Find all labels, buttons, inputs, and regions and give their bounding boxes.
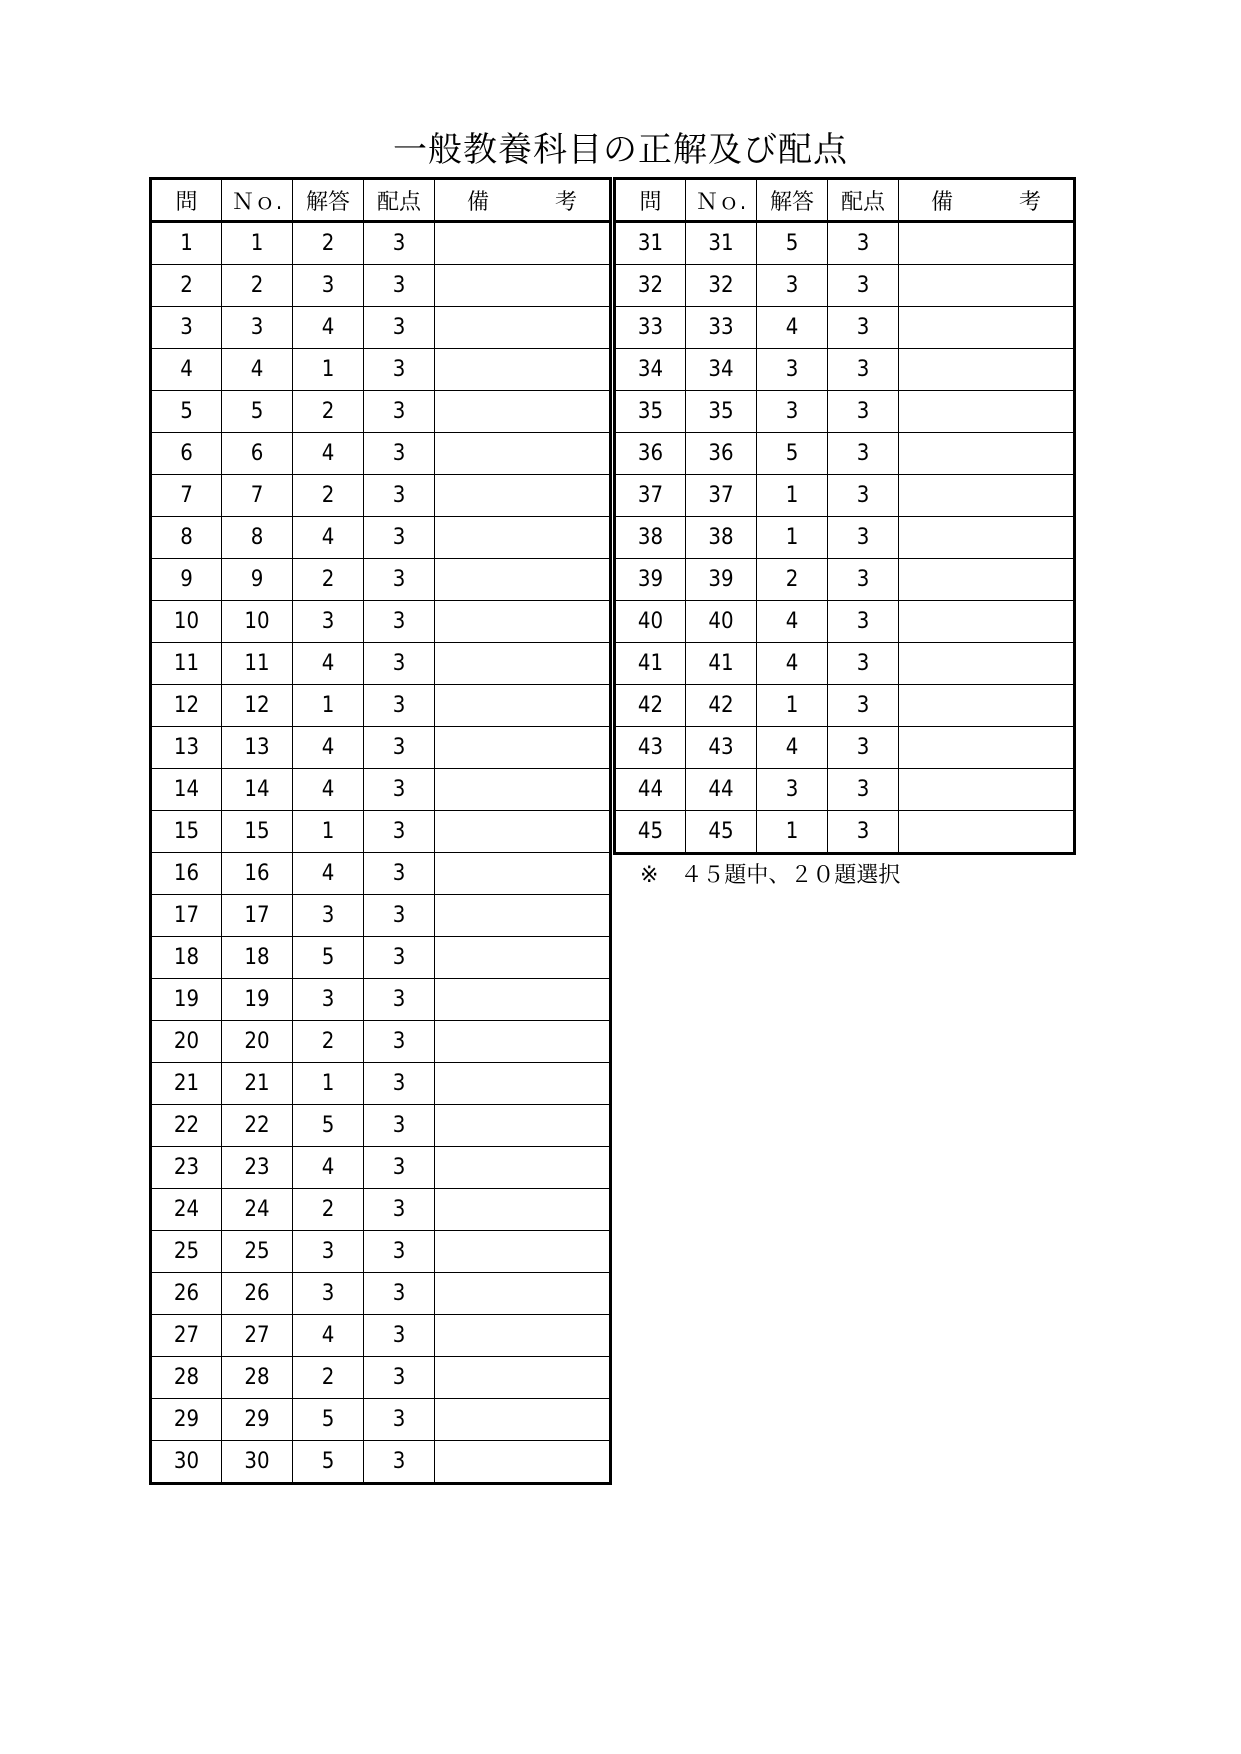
points-cell: 3 <box>364 685 435 727</box>
header-number: Ｎｏ. <box>222 179 293 222</box>
question-cell: 36 <box>615 433 686 475</box>
page-title: 一般教養科目の正解及び配点 <box>393 130 848 170</box>
table-row <box>151 811 611 853</box>
remarks-cell <box>899 307 1075 349</box>
points-cell: 3 <box>364 475 435 517</box>
question-cell: 27 <box>151 1315 222 1357</box>
number-cell: 3 <box>222 307 293 349</box>
question-cell: 30 <box>151 1441 222 1484</box>
remarks-cell <box>435 811 611 853</box>
table-row <box>615 643 1075 685</box>
table-row <box>615 559 1075 601</box>
question-cell: 33 <box>615 307 686 349</box>
question-cell: 10 <box>151 601 222 643</box>
answer-cell: 3 <box>293 979 364 1021</box>
remarks-cell <box>435 937 611 979</box>
answer-cell: 2 <box>293 1189 364 1231</box>
number-cell: 43 <box>686 727 757 769</box>
answer-cell: 4 <box>293 1147 364 1189</box>
remarks-cell <box>435 475 611 517</box>
remarks-cell <box>435 1231 611 1273</box>
answer-table-left <box>149 177 612 1485</box>
question-cell: 23 <box>151 1147 222 1189</box>
points-cell: 3 <box>828 222 899 265</box>
number-cell: 20 <box>222 1021 293 1063</box>
question-cell: 31 <box>615 222 686 265</box>
question-cell: 2 <box>151 265 222 307</box>
remarks-cell <box>435 433 611 475</box>
points-cell: 3 <box>364 1063 435 1105</box>
table-row <box>151 307 611 349</box>
remarks-cell <box>435 1357 611 1399</box>
answer-cell: 5 <box>293 1441 364 1484</box>
remarks-cell <box>435 265 611 307</box>
table-row <box>615 601 1075 643</box>
remarks-cell <box>435 391 611 433</box>
question-cell: 26 <box>151 1273 222 1315</box>
answer-cell: 5 <box>757 433 828 475</box>
number-cell: 16 <box>222 853 293 895</box>
question-cell: 41 <box>615 643 686 685</box>
remarks-cell <box>899 685 1075 727</box>
points-cell: 3 <box>364 811 435 853</box>
remarks-cell <box>435 727 611 769</box>
number-cell: 14 <box>222 769 293 811</box>
number-cell: 45 <box>686 811 757 854</box>
points-cell: 3 <box>828 559 899 601</box>
table-row <box>151 1147 611 1189</box>
number-cell: 31 <box>686 222 757 265</box>
table-row <box>151 475 611 517</box>
answer-cell: 4 <box>293 517 364 559</box>
remarks-cell <box>899 769 1075 811</box>
number-cell: 24 <box>222 1189 293 1231</box>
header-remarks: 備 考 <box>899 179 1075 222</box>
question-cell: 24 <box>151 1189 222 1231</box>
answer-cell: 5 <box>293 1105 364 1147</box>
table-row <box>151 937 611 979</box>
table-row <box>151 391 611 433</box>
answer-cell: 4 <box>757 307 828 349</box>
question-cell: 1 <box>151 222 222 265</box>
answer-cell: 2 <box>293 1021 364 1063</box>
question-cell: 15 <box>151 811 222 853</box>
points-cell: 3 <box>364 1189 435 1231</box>
answer-cell: 2 <box>293 391 364 433</box>
number-cell: 2 <box>222 265 293 307</box>
points-cell: 3 <box>364 433 435 475</box>
points-cell: 3 <box>364 1357 435 1399</box>
number-cell: 32 <box>686 265 757 307</box>
answer-cell: 1 <box>757 475 828 517</box>
table-row <box>151 1315 611 1357</box>
number-cell: 25 <box>222 1231 293 1273</box>
points-cell: 3 <box>364 979 435 1021</box>
answer-cell: 5 <box>293 1399 364 1441</box>
remarks-cell <box>435 1399 611 1441</box>
remarks-cell <box>899 433 1075 475</box>
remarks-cell <box>435 307 611 349</box>
number-cell: 40 <box>686 601 757 643</box>
remarks-cell <box>899 643 1075 685</box>
points-cell: 3 <box>364 349 435 391</box>
table-row <box>151 1273 611 1315</box>
remarks-cell <box>435 1063 611 1105</box>
points-cell: 3 <box>828 601 899 643</box>
header-number: Ｎｏ. <box>686 179 757 222</box>
question-cell: 19 <box>151 979 222 1021</box>
header-row <box>615 179 1075 222</box>
question-cell: 11 <box>151 643 222 685</box>
question-cell: 29 <box>151 1399 222 1441</box>
answer-cell: 3 <box>293 895 364 937</box>
number-cell: 22 <box>222 1105 293 1147</box>
answer-cell: 1 <box>293 685 364 727</box>
answer-cell: 3 <box>293 1231 364 1273</box>
answer-cell: 2 <box>293 475 364 517</box>
header-question: 問 <box>615 179 686 222</box>
remarks-cell <box>435 349 611 391</box>
number-cell: 11 <box>222 643 293 685</box>
points-cell: 3 <box>364 1399 435 1441</box>
points-cell: 3 <box>828 307 899 349</box>
points-cell: 3 <box>828 811 899 854</box>
question-cell: 35 <box>615 391 686 433</box>
table-row <box>151 1189 611 1231</box>
number-cell: 38 <box>686 517 757 559</box>
remarks-cell <box>435 1105 611 1147</box>
number-cell: 36 <box>686 433 757 475</box>
question-cell: 42 <box>615 685 686 727</box>
points-cell: 3 <box>828 643 899 685</box>
answer-cell: 4 <box>293 1315 364 1357</box>
header-points: 配点 <box>828 179 899 222</box>
number-cell: 18 <box>222 937 293 979</box>
header-points: 配点 <box>364 179 435 222</box>
table-row <box>615 811 1075 854</box>
answer-cell: 1 <box>757 685 828 727</box>
table-row <box>615 769 1075 811</box>
header-answer: 解答 <box>757 179 828 222</box>
answer-cell: 3 <box>757 391 828 433</box>
question-cell: 20 <box>151 1021 222 1063</box>
table-row <box>615 685 1075 727</box>
number-cell: 37 <box>686 475 757 517</box>
table-row <box>151 349 611 391</box>
points-cell: 3 <box>364 769 435 811</box>
question-cell: 38 <box>615 517 686 559</box>
question-cell: 7 <box>151 475 222 517</box>
remarks-cell <box>435 685 611 727</box>
remarks-cell <box>899 222 1075 265</box>
question-cell: 6 <box>151 433 222 475</box>
answer-cell: 1 <box>293 349 364 391</box>
question-cell: 16 <box>151 853 222 895</box>
number-cell: 15 <box>222 811 293 853</box>
remarks-cell <box>899 265 1075 307</box>
points-cell: 3 <box>364 601 435 643</box>
answer-cell: 3 <box>757 265 828 307</box>
table-row <box>615 265 1075 307</box>
points-cell: 3 <box>828 433 899 475</box>
remarks-cell <box>899 391 1075 433</box>
number-cell: 27 <box>222 1315 293 1357</box>
question-cell: 43 <box>615 727 686 769</box>
number-cell: 26 <box>222 1273 293 1315</box>
number-cell: 9 <box>222 559 293 601</box>
points-cell: 3 <box>828 727 899 769</box>
header-remarks: 備 考 <box>435 179 611 222</box>
answer-cell: 4 <box>293 853 364 895</box>
remarks-cell <box>435 979 611 1021</box>
remarks-cell <box>435 1147 611 1189</box>
answer-cell: 2 <box>293 559 364 601</box>
remarks-cell <box>899 559 1075 601</box>
number-cell: 19 <box>222 979 293 1021</box>
answer-cell: 4 <box>293 307 364 349</box>
table-row <box>151 979 611 1021</box>
answer-cell: 5 <box>293 937 364 979</box>
points-cell: 3 <box>364 937 435 979</box>
remarks-cell <box>899 349 1075 391</box>
question-cell: 13 <box>151 727 222 769</box>
question-cell: 37 <box>615 475 686 517</box>
question-cell: 45 <box>615 811 686 854</box>
answer-cell: 3 <box>757 349 828 391</box>
question-cell: 32 <box>615 265 686 307</box>
remarks-cell <box>899 475 1075 517</box>
remarks-cell <box>435 559 611 601</box>
question-cell: 4 <box>151 349 222 391</box>
table-row <box>151 1357 611 1399</box>
answer-cell: 1 <box>757 517 828 559</box>
question-cell: 28 <box>151 1357 222 1399</box>
number-cell: 33 <box>686 307 757 349</box>
number-cell: 17 <box>222 895 293 937</box>
remarks-cell <box>435 517 611 559</box>
remarks-cell <box>435 853 611 895</box>
points-cell: 3 <box>364 265 435 307</box>
answer-cell: 2 <box>293 222 364 265</box>
table-row <box>151 517 611 559</box>
question-cell: 8 <box>151 517 222 559</box>
answer-cell: 4 <box>757 643 828 685</box>
table-row <box>615 349 1075 391</box>
selection-note: ※ ４５題中、２０題選択 <box>640 863 901 888</box>
points-cell: 3 <box>364 1273 435 1315</box>
table-row <box>151 643 611 685</box>
remarks-cell <box>899 601 1075 643</box>
question-cell: 40 <box>615 601 686 643</box>
points-cell: 3 <box>828 769 899 811</box>
number-cell: 34 <box>686 349 757 391</box>
table-row <box>151 685 611 727</box>
remarks-cell <box>435 1273 611 1315</box>
number-cell: 13 <box>222 727 293 769</box>
points-cell: 3 <box>828 391 899 433</box>
points-cell: 3 <box>364 643 435 685</box>
remarks-cell <box>435 1021 611 1063</box>
question-cell: 17 <box>151 895 222 937</box>
points-cell: 3 <box>828 517 899 559</box>
remarks-cell <box>435 1189 611 1231</box>
answer-cell: 3 <box>293 1273 364 1315</box>
question-cell: 21 <box>151 1063 222 1105</box>
points-cell: 3 <box>364 222 435 265</box>
points-cell: 3 <box>364 1315 435 1357</box>
points-cell: 3 <box>364 1021 435 1063</box>
points-cell: 3 <box>364 559 435 601</box>
question-cell: 18 <box>151 937 222 979</box>
question-cell: 44 <box>615 769 686 811</box>
remarks-cell <box>435 769 611 811</box>
points-cell: 3 <box>364 517 435 559</box>
number-cell: 41 <box>686 643 757 685</box>
remarks-cell <box>899 517 1075 559</box>
table-row <box>615 433 1075 475</box>
number-cell: 42 <box>686 685 757 727</box>
question-cell: 39 <box>615 559 686 601</box>
answer-cell: 4 <box>293 727 364 769</box>
table-row <box>615 391 1075 433</box>
table-row <box>151 853 611 895</box>
answer-cell: 3 <box>293 265 364 307</box>
table-row <box>151 222 611 265</box>
remarks-cell <box>435 895 611 937</box>
table-row <box>615 517 1075 559</box>
header-answer: 解答 <box>293 179 364 222</box>
remarks-cell <box>435 1315 611 1357</box>
table-row <box>151 1441 611 1484</box>
number-cell: 30 <box>222 1441 293 1484</box>
table-row <box>615 727 1075 769</box>
remarks-cell <box>435 222 611 265</box>
question-cell: 5 <box>151 391 222 433</box>
table-row <box>151 895 611 937</box>
answer-cell: 3 <box>757 769 828 811</box>
remarks-cell <box>899 727 1075 769</box>
answer-cell: 4 <box>293 643 364 685</box>
table-row <box>151 727 611 769</box>
points-cell: 3 <box>364 1147 435 1189</box>
points-cell: 3 <box>828 349 899 391</box>
number-cell: 1 <box>222 222 293 265</box>
number-cell: 8 <box>222 517 293 559</box>
number-cell: 4 <box>222 349 293 391</box>
table-row <box>151 1231 611 1273</box>
question-cell: 3 <box>151 307 222 349</box>
answer-cell: 4 <box>757 601 828 643</box>
number-cell: 6 <box>222 433 293 475</box>
answer-cell: 1 <box>293 811 364 853</box>
answer-cell: 1 <box>293 1063 364 1105</box>
question-cell: 14 <box>151 769 222 811</box>
number-cell: 5 <box>222 391 293 433</box>
table-row <box>151 1399 611 1441</box>
answer-table-right <box>613 177 1076 855</box>
points-cell: 3 <box>364 1231 435 1273</box>
number-cell: 23 <box>222 1147 293 1189</box>
header-question: 問 <box>151 179 222 222</box>
number-cell: 10 <box>222 601 293 643</box>
answer-cell: 1 <box>757 811 828 854</box>
points-cell: 3 <box>364 727 435 769</box>
points-cell: 3 <box>828 685 899 727</box>
points-cell: 3 <box>364 1105 435 1147</box>
answer-cell: 2 <box>293 1357 364 1399</box>
header-row <box>151 179 611 222</box>
remarks-cell <box>899 811 1075 854</box>
question-cell: 22 <box>151 1105 222 1147</box>
table-row <box>151 601 611 643</box>
table-row <box>151 265 611 307</box>
number-cell: 44 <box>686 769 757 811</box>
answer-cell: 5 <box>757 222 828 265</box>
number-cell: 21 <box>222 1063 293 1105</box>
table-row <box>615 475 1075 517</box>
table-row <box>151 1021 611 1063</box>
number-cell: 28 <box>222 1357 293 1399</box>
points-cell: 3 <box>364 307 435 349</box>
answer-rows-right <box>615 222 1075 854</box>
points-cell: 3 <box>364 853 435 895</box>
remarks-cell <box>435 601 611 643</box>
answer-cell: 4 <box>293 769 364 811</box>
number-cell: 29 <box>222 1399 293 1441</box>
answer-cell: 4 <box>757 727 828 769</box>
remarks-cell <box>435 1441 611 1484</box>
number-cell: 12 <box>222 685 293 727</box>
points-cell: 3 <box>828 475 899 517</box>
table-row <box>615 222 1075 265</box>
table-row <box>151 769 611 811</box>
question-cell: 12 <box>151 685 222 727</box>
number-cell: 39 <box>686 559 757 601</box>
points-cell: 3 <box>364 391 435 433</box>
table-row <box>151 433 611 475</box>
points-cell: 3 <box>828 265 899 307</box>
table-row <box>151 1105 611 1147</box>
answer-rows-left <box>151 222 611 1484</box>
question-cell: 34 <box>615 349 686 391</box>
table-row <box>151 559 611 601</box>
remarks-cell <box>435 643 611 685</box>
number-cell: 35 <box>686 391 757 433</box>
question-cell: 25 <box>151 1231 222 1273</box>
points-cell: 3 <box>364 1441 435 1484</box>
answer-cell: 4 <box>293 433 364 475</box>
answer-cell: 3 <box>293 601 364 643</box>
answer-cell: 2 <box>757 559 828 601</box>
question-cell: 9 <box>151 559 222 601</box>
table-row <box>151 1063 611 1105</box>
points-cell: 3 <box>364 895 435 937</box>
number-cell: 7 <box>222 475 293 517</box>
table-row <box>615 307 1075 349</box>
